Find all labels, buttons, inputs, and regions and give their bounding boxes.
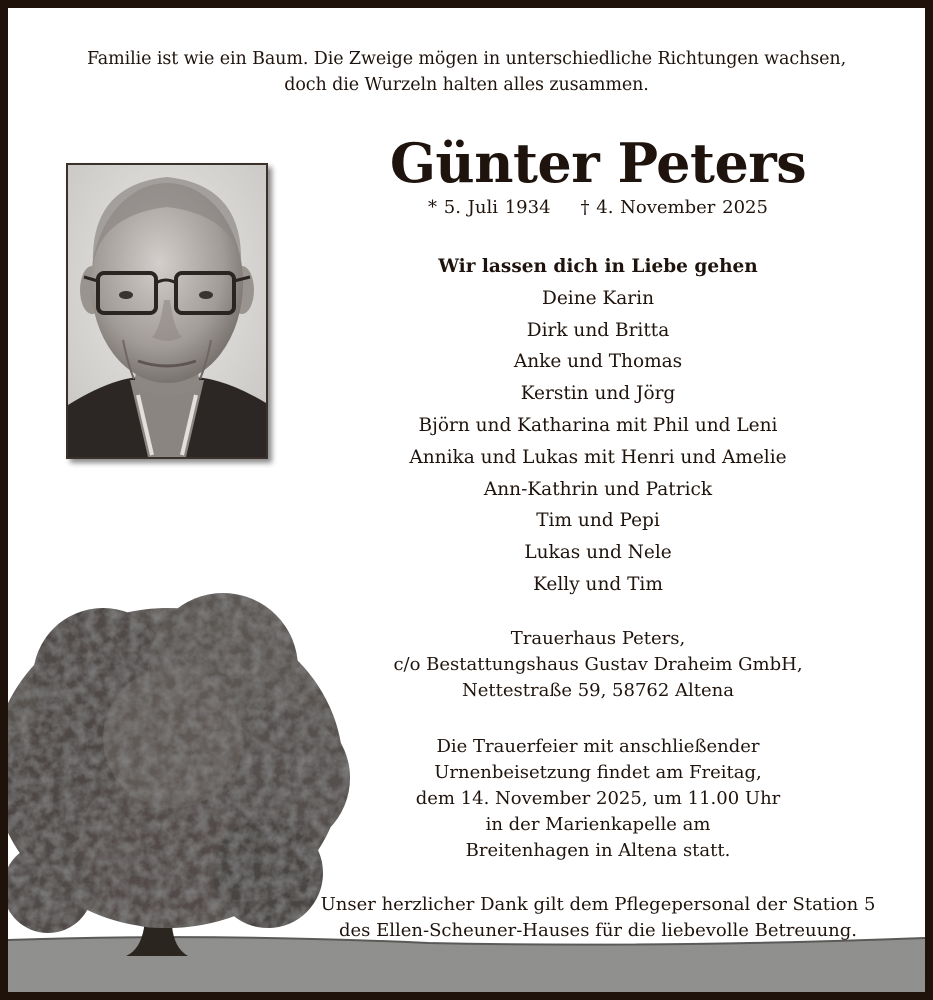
birth-date: * 5. Juli 1934 xyxy=(428,197,551,218)
motto-quote xyxy=(8,46,925,98)
mourner-entry: Kerstin und Jörg xyxy=(520,383,676,405)
obituary-notice xyxy=(8,8,925,992)
ceremony-line: Urnenbeisetzung findet am Freitag, xyxy=(434,762,762,783)
mourner-entry: Kelly und Tim xyxy=(533,573,663,595)
mourner-entry: Lukas und Nele xyxy=(524,542,672,564)
life-dates xyxy=(348,195,848,221)
thanks-line: Unser herzlicher Dank gilt dem Pflegepersonal der Station 5 xyxy=(320,894,876,915)
thanks-line: des Ellen-Scheuner-Hauses für die liebevolle Betreuung. xyxy=(338,920,858,941)
ceremony-line: in der Marienkapelle am xyxy=(485,814,711,835)
mourner-entry: Ann-Kathrin und Patrick xyxy=(483,478,713,500)
ceremony-line: Breitenhagen in Altena statt. xyxy=(465,840,731,861)
address-line: Nettestraße 59, 58762 Altena xyxy=(461,680,735,701)
mourner-entry: Björn und Katharina mit Phil und Leni xyxy=(418,414,778,436)
mourner-entry: Anke und Thomas xyxy=(513,351,683,373)
funeral-ceremony-info xyxy=(348,734,848,864)
deceased-name: Günter Peters xyxy=(389,131,807,195)
motto-line: doch die Wurzeln halten alles zusammen. xyxy=(284,75,649,95)
mourner-entry: Tim und Pepi xyxy=(536,510,660,532)
mourner-entry: Annika und Lukas mit Henri und Amelie xyxy=(409,446,787,468)
ceremony-line: Die Trauerfeier mit anschließender xyxy=(436,736,760,757)
address-line: c/o Bestattungshaus Gustav Draheim GmbH, xyxy=(393,654,803,675)
portrait-photo xyxy=(66,163,268,459)
mourners-heading: Wir lassen dich in Liebe gehen xyxy=(438,256,758,277)
mourner-entry: Deine Karin xyxy=(542,287,654,309)
motto-line: Familie ist wie ein Baum. Die Zweige mögen in unterschiedliche Richtungen wachsen, xyxy=(86,49,847,69)
portrait-icon xyxy=(68,165,266,457)
mourner-entry: Dirk und Britta xyxy=(526,319,670,341)
address-line: Trauerhaus Peters, xyxy=(510,628,686,649)
mourning-house-address xyxy=(348,626,848,704)
death-date: † 4. November 2025 xyxy=(580,197,768,218)
mourners-list xyxy=(348,251,848,601)
thanks-note xyxy=(288,892,908,944)
ceremony-line: dem 14. November 2025, um 11.00 Uhr xyxy=(415,788,781,809)
